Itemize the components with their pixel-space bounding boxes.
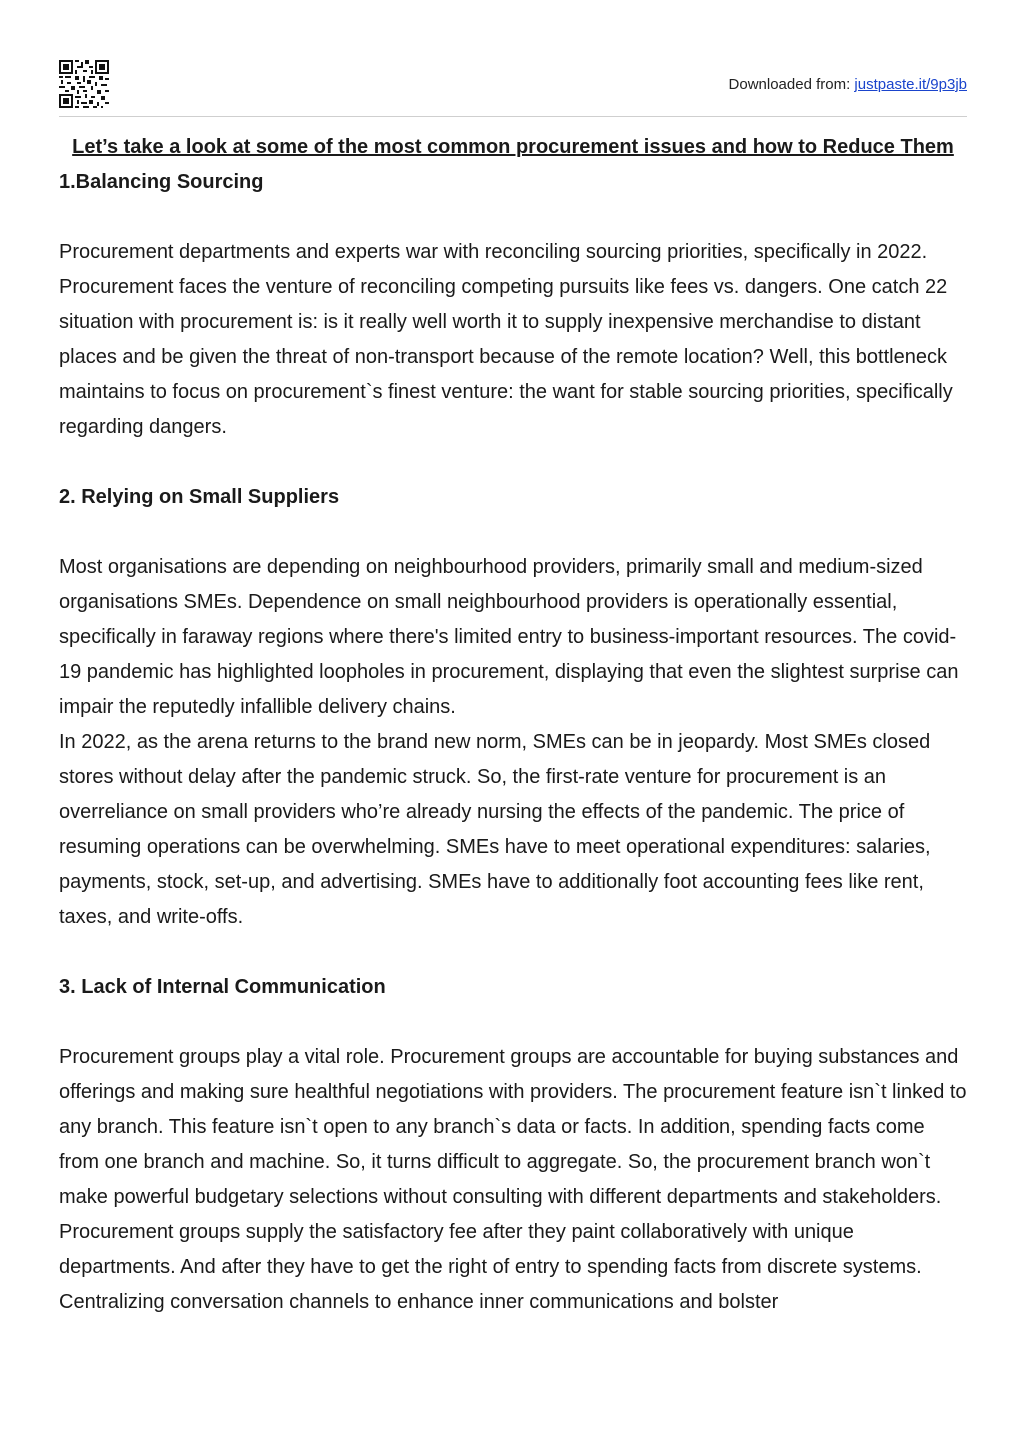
document-title: Let’s take a look at some of the most common procurement issues and how to Reduce Them: [72, 136, 954, 158]
spacer: [59, 445, 967, 480]
paragraph: Procurement groups play a vital role. Procurement groups are accountable for buying substances and offerings and making sure healthful negotiations with providers. The procurement feature isn`t linked to any branch. This feature isn`t open to any branch`s data or facts. In addition, spending facts come from one branch and machine. So, it turns difficult to aggregate. So, the procurement branch won`t make powerful budgetary selections without consulting with different departments and stakeholders.: [59, 1046, 967, 1208]
section-heading: 1.Balancing Sourcing: [59, 171, 264, 193]
paragraph: In 2022, as the arena returns to the brand new norm, SMEs can be in jeopardy. Most SMEs closed stores without delay after the pandemic struck. So, the first-rate venture for procurement is an overreliance on small providers who’re already nursing the effects of the pandemic. The price of resuming operations can be overwhelming. SMEs have to meet operational expenditures: salaries, payments, stock, set-up, and advertising. SMEs have to additionally foot accounting fees like rent, taxes, and write-offs.: [59, 731, 931, 928]
qr-code-icon: [59, 60, 109, 108]
downloaded-from-label: Downloaded from:: [728, 76, 855, 93]
spacer: [59, 200, 967, 235]
downloaded-from-line: [729, 76, 967, 93]
section-heading: 2. Relying on Small Suppliers: [59, 486, 340, 508]
paragraph: Procurement departments and experts war with reconciling sourcing priorities, specifically in 2022. Procurement faces the venture of reconciling competing pursuits like fees vs. dangers. One catch 22 situation with procurement is: is it really well worth it to supply inexpensive merchandise to distant places and be given the threat of non-transport because of the remote location? Well, this bottleneck maintains to focus on procurement`s finest venture: the want for stable sourcing priorities, specifically regarding dangers.: [59, 241, 953, 438]
spacer: [59, 515, 967, 550]
document-body: [59, 130, 967, 1320]
source-link[interactable]: justpaste.it/9p3jb: [854, 76, 967, 93]
paragraph: Procurement groups supply the satisfactory fee after they paint collaboratively with unique departments. And after they have to get the right of entry to spending facts from discrete systems. Centralizing conversation channels to enhance inner communications and bolster: [59, 1221, 922, 1313]
paragraph: Most organisations are depending on neighbourhood providers, primarily small and medium-sized organisations SMEs. Dependence on small neighbourhood providers is operationally essential, specifically in faraway regions where there's limited entry to business-important resources. The covid-19 pandemic has highlighted loopholes in procurement, displaying that even the slightest surprise can impair the reputedly infallible delivery chains.: [59, 556, 959, 718]
page-header: [59, 60, 967, 116]
spacer: [59, 935, 967, 970]
header-divider: [59, 116, 967, 117]
section-heading: 3. Lack of Internal Communication: [59, 976, 386, 998]
spacer: [59, 1005, 967, 1040]
